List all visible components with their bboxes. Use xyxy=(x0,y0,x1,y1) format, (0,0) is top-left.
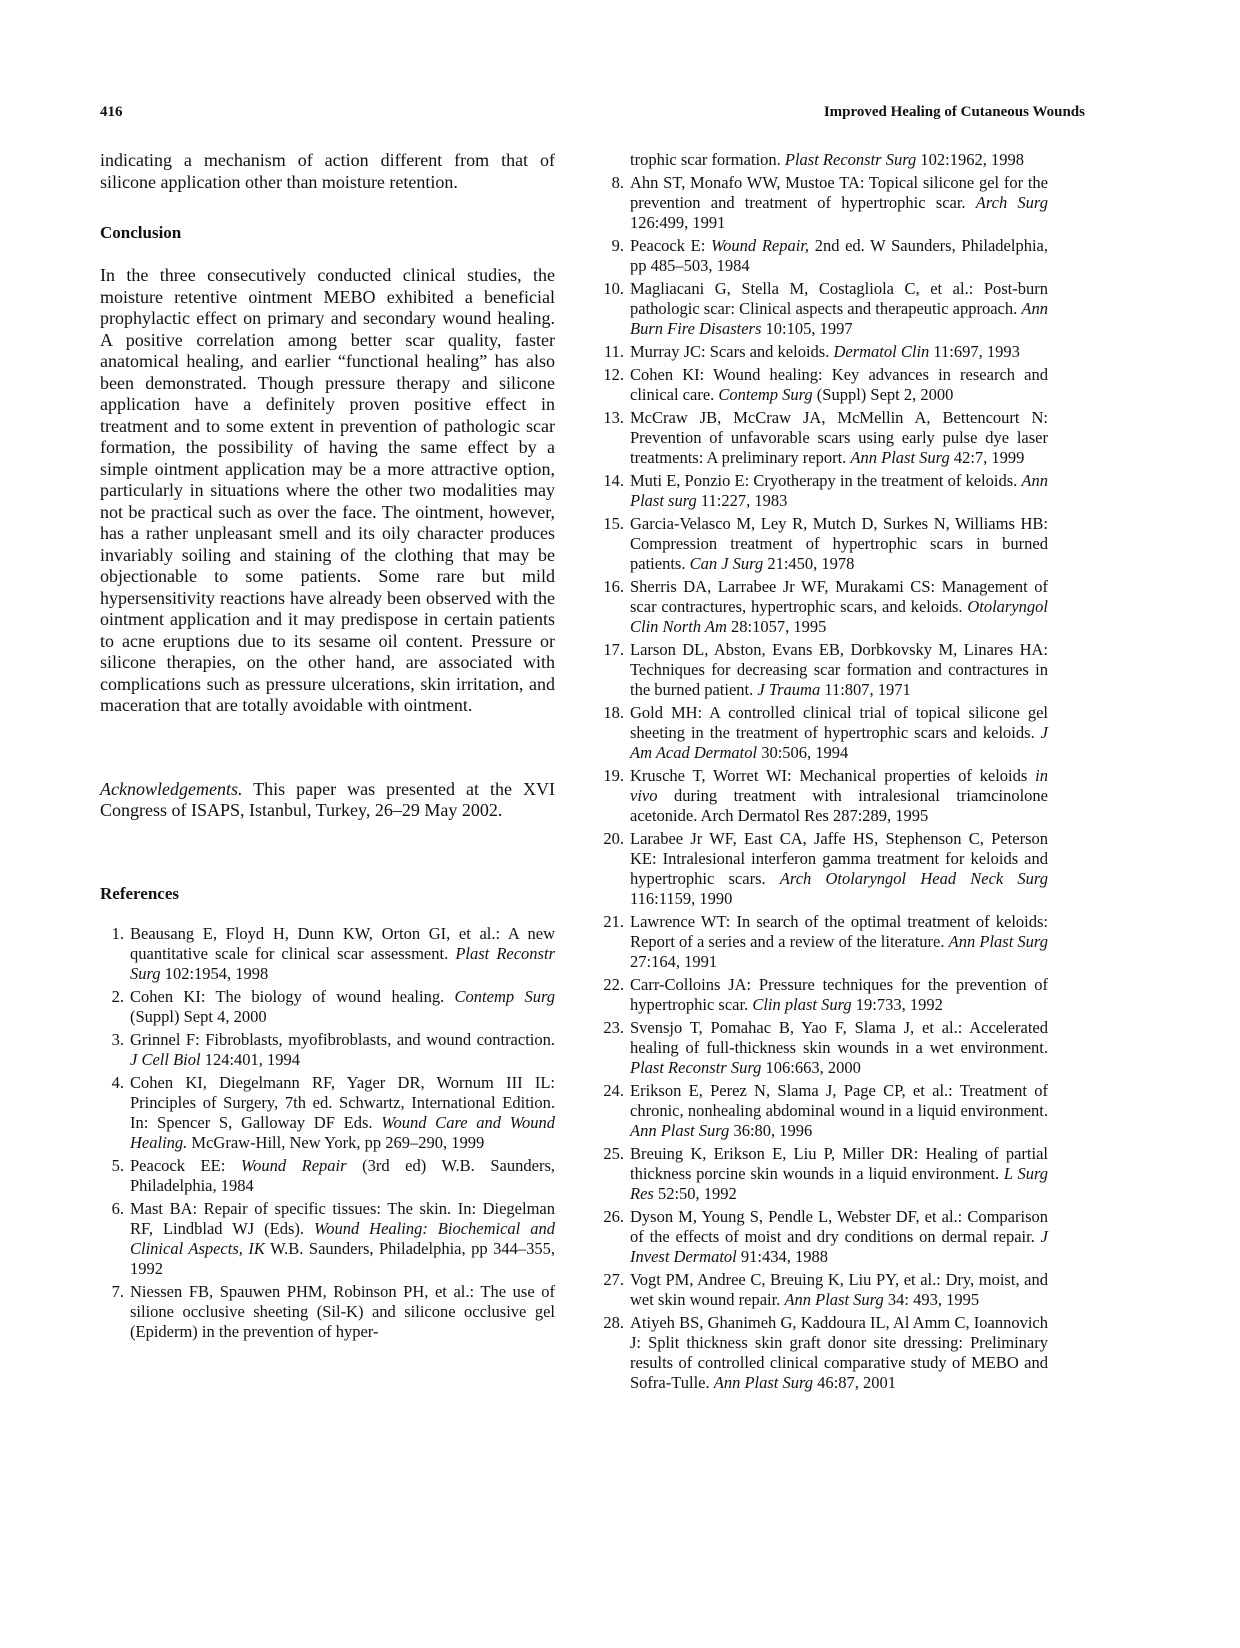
reference-text: Svensjo T, Pomahac B, Yao F, Slama J, et al.: Accelerated healing of full-thickness skin wounds in a wet environment. xyxy=(630,1018,1048,1057)
reference-journal: Ann Plast Surg xyxy=(948,932,1048,951)
reference-number: 9. xyxy=(611,236,624,255)
reference-text: Muti E, Ponzio E: Cryotherapy in the treatment of keloids. xyxy=(630,471,1022,490)
reference-number: 15. xyxy=(603,514,624,533)
acknowledgements-label: Acknowledgements. xyxy=(100,778,243,799)
reference-citation: 19:733, 1992 xyxy=(851,995,943,1014)
reference-text: Sherris DA, Larrabee Jr WF, Murakami CS: Management of scar contractures, hypertrophic scars, and keloids. xyxy=(630,577,1048,616)
reference-text: Atiyeh BS, Ghanimeh G, Kaddoura IL, Al Amm C, Ioannovich J: Split thickness skin graft donor site dressing: Preliminary results of controlled clinical comparative study of MEBO and Sofra-Tulle. xyxy=(630,1313,1048,1392)
reference-number: 19. xyxy=(603,766,624,785)
reference-number: 5. xyxy=(111,1155,124,1175)
reference-number: 12. xyxy=(603,365,624,384)
reference-journal: in vivo xyxy=(630,766,1048,805)
reference-number: 20. xyxy=(603,829,624,848)
reference-number: 6. xyxy=(111,1198,124,1218)
reference-text: Cohen KI, Diegelmann RF, Yager DR, Wornum III IL: Principles of Surgery, 7th ed. Schwartz, International Edition. In: Spencer S, Galloway DF Eds. xyxy=(130,1072,555,1132)
reference-citation: (Suppl) Sept 2, 2000 xyxy=(812,385,954,404)
reference-text: Ahn ST, Monafo WW, Mustoe TA: Topical silicone gel for the prevention and treatment of hypertrophic scar. xyxy=(630,173,1048,212)
reference-item xyxy=(100,1156,555,1196)
reference-item xyxy=(600,279,1048,339)
reference-item xyxy=(100,987,555,1027)
reference-journal: Dermatol Clin xyxy=(833,342,930,361)
reference-text: Beausang E, Floyd H, Dunn KW, Orton GI, et al.: A new quantitative scale for clinical scar assessment. xyxy=(130,923,555,963)
reference-number: 3. xyxy=(111,1029,124,1049)
reference-citation: 116:1159, 1990 xyxy=(630,889,733,908)
reference-item xyxy=(100,1199,555,1279)
reference-citation: 106:663, 2000 xyxy=(761,1058,861,1077)
reference-citation: (3rd ed) W.B. Saunders, Philadelphia, 1984 xyxy=(130,1155,555,1195)
reference-number: 14. xyxy=(603,471,624,490)
reference-citation: 102:1954, 1998 xyxy=(160,963,269,983)
reference-text: Dyson M, Young S, Pendle L, Webster DF, et al.: Comparison of the effects of moist and dry conditions on dermal repair. xyxy=(630,1207,1048,1246)
reference-text: Erikson E, Perez N, Slama J, Page CP, et al.: Treatment of chronic, nonhealing abdominal wound in a liquid environment. xyxy=(630,1081,1048,1120)
reference-journal: Ann Plast surg xyxy=(630,471,1048,510)
reference-citation: 21:450, 1978 xyxy=(763,554,855,573)
reference-text: Murray JC: Scars and keloids. xyxy=(630,342,834,361)
references-heading: References xyxy=(100,883,179,903)
running-title: Improved Healing of Cutaneous Wounds xyxy=(823,104,1085,120)
conclusion-paragraph: In the three consecutively conducted clinical studies, the moisture retentive ointment MEBO exhibited a beneficial prophylactic effect on primary and secondary wound healing. A positive correlation among better scar quality, faster anatomical healing, and earlier “functional healing” has also been demonstrated. Though pressure therapy and silicone application have a definitely proven positive effect in treatment and to some extent in prevention of pathologic scar formation, the possibility of having the same effect by a simple ointment application may be a more attractive option, particularly in situations where the other two modalities may not be practical such as over the face. The ointment, however, has a rather unpleasant smell and its oily character produces invariably soiling and staining of the clothing that may be objectionable to some patients. Some rare but mild hypersensitivity reactions have already been observed with the ointment application and it may predispose in certain patients to acne eruptions due to its sesame oil content. Pressure or silicone therapies, on the other hand, are associated with complications such as pressure ulcerations, skin irritation, and maceration that are totally avoidable with ointment. xyxy=(100,265,555,715)
reference-item xyxy=(600,1018,1048,1078)
reference-number: 2. xyxy=(111,986,124,1006)
reference-number: 16. xyxy=(603,577,624,596)
reference-item xyxy=(600,640,1048,700)
reference-text: Carr-Colloins JA: Pressure techniques for the prevention of hypertrophic scar. xyxy=(630,975,1048,1014)
reference-citation: 30:506, 1994 xyxy=(757,743,849,762)
reference-text: Breuing K, Erikson E, Liu P, Miller DR: Healing of partial thickness porcine skin wounds in a liquid environment. xyxy=(630,1144,1048,1183)
reference-journal: Wound Repair xyxy=(240,1155,347,1175)
reference-item xyxy=(600,342,1048,362)
reference-number: 4. xyxy=(111,1072,124,1092)
reference-item xyxy=(600,236,1048,276)
reference-item xyxy=(100,1282,555,1342)
reference-item xyxy=(600,471,1048,511)
reference-number: 18. xyxy=(603,703,624,722)
reference-text: Niessen FB, Spauwen PHM, Robinson PH, et al.: The use of silione occlusive sheeting (Sil-K) and silicone occlusive gel (Epiderm) in the prevention of hyper- xyxy=(130,1281,555,1341)
reference-item xyxy=(600,173,1048,233)
reference-citation: 126:499, 1991 xyxy=(630,213,726,232)
reference-text: Magliacani G, Stella M, Costagliola C, et al.: Post-burn pathologic scar: Clinical aspects and therapeutic approach. xyxy=(630,279,1048,318)
reference-item xyxy=(600,703,1048,763)
reference-journal: J Trauma xyxy=(757,680,821,699)
reference-journal: J Am Acad Dermatol xyxy=(630,723,1048,762)
reference-item xyxy=(600,1081,1048,1141)
reference-journal: L Surg Res xyxy=(630,1164,1049,1203)
reference-citation: 28:1057, 1995 xyxy=(726,617,827,636)
reference-number: 21. xyxy=(603,912,624,931)
reference-number: 27. xyxy=(603,1270,624,1289)
reference-journal: Arch Surg xyxy=(975,193,1048,212)
reference-text: Peacock EE: xyxy=(130,1155,241,1175)
reference-item xyxy=(600,766,1048,826)
intro-paragraph: indicating a mechanism of action different from that of silicone application other than moisture retention. xyxy=(100,150,555,192)
reference-text: Peacock E: xyxy=(630,236,711,255)
reference-text: Garcia-Velasco M, Ley R, Mutch D, Surkes N, Williams HB: Compression treatment of hypertrophic scars in burned patients. xyxy=(630,514,1048,573)
reference-citation: 27:164, 1991 xyxy=(630,952,718,971)
reference-item xyxy=(600,408,1048,468)
reference-citation: 10:105, 1997 xyxy=(761,319,853,338)
page-number: 416 xyxy=(100,104,123,120)
reference-item xyxy=(600,975,1048,1015)
reference-list-left xyxy=(100,924,555,1342)
reference-journal: Plast Reconstr Surg xyxy=(130,943,555,983)
reference-citation: 52:50, 1992 xyxy=(653,1184,737,1203)
reference-citation: 102:1962, 1998 xyxy=(916,150,1024,169)
reference-citation: 124:401, 1994 xyxy=(200,1049,301,1069)
reference-journal: Contemp Surg xyxy=(718,385,813,404)
reference-number: 17. xyxy=(603,640,624,659)
reference-number: 28. xyxy=(603,1313,624,1332)
reference-journal: Wound Care and Wound Healing. xyxy=(130,1112,555,1152)
reference-text: Cohen KI: Wound healing: Key advances in research and clinical care. xyxy=(630,365,1048,404)
reference-item xyxy=(600,1270,1048,1310)
conclusion-heading: Conclusion xyxy=(100,223,182,242)
reference-number: 24. xyxy=(603,1081,624,1100)
reference-text: Larson DL, Abston, Evans EB, Dorbkovsky M, Linares HA: Techniques for decreasing scar formation and contractures in the burned patient. xyxy=(630,640,1048,699)
reference-number: 7. xyxy=(111,1281,124,1301)
reference-text: Gold MH: A controlled clinical trial of topical silicone gel sheeting in the treatment of hypertrophic scars and keloids. xyxy=(630,703,1048,742)
acknowledgements-text: This paper was presented at the XVI Congress of ISAPS, Istanbul, Turkey, 26–29 May 2002. xyxy=(100,778,555,820)
reference-journal: Arch Otolaryngol Head Neck Surg xyxy=(779,869,1048,888)
reference-citation: 36:80, 1996 xyxy=(729,1121,813,1140)
reference-item xyxy=(600,514,1048,574)
reference-citation: (Suppl) Sept 4, 2000 xyxy=(130,1006,267,1026)
reference-citation: 34: 493, 1995 xyxy=(883,1290,980,1309)
reference-citation: 42:7, 1999 xyxy=(949,448,1025,467)
reference-journal: Clin plast Surg xyxy=(752,995,852,1014)
reference-text: Vogt PM, Andree C, Breuing K, Liu PY, et al.: Dry, moist, and wet skin wound repair. xyxy=(630,1270,1048,1309)
reference-number: 26. xyxy=(603,1207,624,1226)
left-column xyxy=(100,150,555,1345)
acknowledgements xyxy=(100,779,555,822)
reference-citation: W.B. Saunders, Philadelphia, pp 344–355, 1992 xyxy=(130,1238,555,1278)
reference-number: 13. xyxy=(603,408,624,427)
reference-number: 8. xyxy=(611,173,624,192)
reference-citation: 11:227, 1983 xyxy=(696,491,788,510)
reference-item xyxy=(600,1313,1048,1393)
reference-number: 1. xyxy=(111,923,124,943)
reference-number: 23. xyxy=(603,1018,624,1037)
reference-text: Larabee Jr WF, East CA, Jaffe HS, Stephenson C, Peterson KE: Intralesional interferon gamma treatment for keloids and hypertrophic scars. xyxy=(630,829,1048,888)
right-column xyxy=(600,150,1048,1396)
reference-item xyxy=(100,924,555,984)
reference-text: Lawrence WT: In search of the optimal treatment of keloids: Report of a series and a review of the literature. xyxy=(630,912,1048,951)
reference-journal: Ann Plast Surg xyxy=(850,448,950,467)
reference-journal: Contemp Surg xyxy=(454,986,556,1006)
reference-journal: Ann Plast Surg xyxy=(784,1290,884,1309)
reference-journal: Ann Plast Surg xyxy=(713,1373,814,1392)
reference-citation: during treatment with intralesional triamcinolone acetonide. Arch Dermatol Res 287:289, 1995 xyxy=(630,786,1048,825)
reference-journal: J Cell Biol xyxy=(130,1049,201,1069)
reference-item xyxy=(600,1144,1048,1204)
reference-item xyxy=(600,912,1048,972)
reference-journal: Plast Reconstr Surg xyxy=(784,150,917,169)
reference-text: Cohen KI: The biology of wound healing. xyxy=(130,986,455,1006)
reference-journal: Otolaryngol Clin North Am xyxy=(630,597,1048,636)
reference-journal: Plast Reconstr Surg xyxy=(630,1058,762,1077)
reference-journal: J Invest Dermatol xyxy=(630,1227,1048,1266)
reference-journal: Wound Healing: Biochemical and Clinical Aspects, IK xyxy=(130,1218,555,1258)
reference-citation: 91:434, 1988 xyxy=(736,1247,828,1266)
reference-journal: Can J Surg xyxy=(689,554,764,573)
reference-number: 22. xyxy=(603,975,624,994)
reference-text: Mast BA: Repair of specific tissues: The skin. In: Diegelman RF, Lindblad WJ (Eds). xyxy=(130,1198,555,1238)
reference-citation: 2nd ed. W Saunders, Philadelphia, pp 485–503, 1984 xyxy=(630,236,1048,275)
reference-item xyxy=(100,1073,555,1153)
reference-item xyxy=(600,365,1048,405)
reference-journal: Wound Repair, xyxy=(710,236,810,255)
reference-item xyxy=(600,577,1048,637)
reference-number: 10. xyxy=(603,279,624,298)
reference-journal: Ann Plast Surg xyxy=(630,1121,730,1140)
reference-item xyxy=(100,1030,555,1070)
reference-journal: Ann Burn Fire Disasters xyxy=(630,299,1048,338)
reference-text: trophic scar formation. xyxy=(630,150,785,169)
reference-text: McCraw JB, McCraw JA, McMellin A, Bettencourt N: Prevention of unfavorable scars using early pulse dye laser treatments: A preliminary report. xyxy=(630,408,1048,467)
reference-number: 25. xyxy=(603,1144,624,1163)
reference-number: 11. xyxy=(603,342,624,361)
reference-item xyxy=(600,150,1048,170)
reference-citation: McGraw-Hill, New York, pp 269–290, 1999 xyxy=(187,1132,485,1152)
reference-citation: 46:87, 2001 xyxy=(813,1373,897,1392)
reference-item xyxy=(600,1207,1048,1267)
reference-citation: 11:697, 1993 xyxy=(929,342,1020,361)
reference-text: Krusche T, Worret WI: Mechanical properties of keloids xyxy=(630,766,1036,785)
reference-citation: 11:807, 1971 xyxy=(820,680,911,699)
reference-list-right xyxy=(600,150,1048,1393)
reference-item xyxy=(600,829,1048,909)
reference-text: Grinnel F: Fibroblasts, myofibroblasts, and wound contraction. xyxy=(130,1029,555,1049)
